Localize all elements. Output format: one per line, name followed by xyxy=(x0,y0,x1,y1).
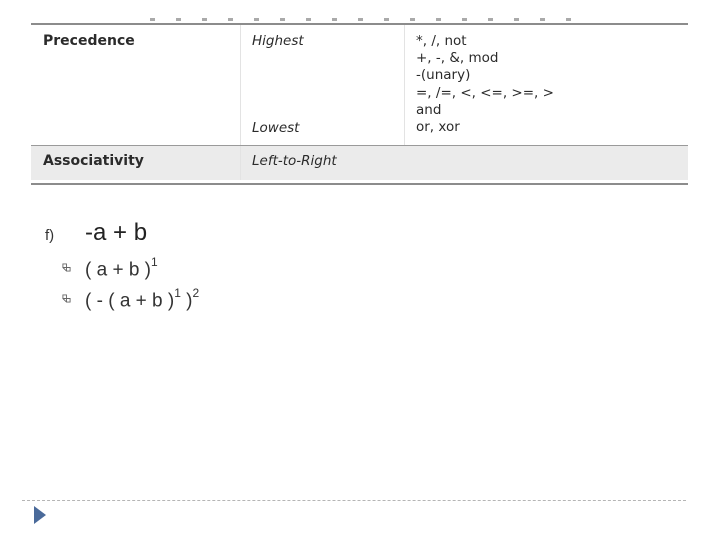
operator-group: *, /, not xyxy=(416,33,467,49)
step-superscript: 1 xyxy=(174,286,181,300)
operator-group: or, xor xyxy=(416,119,460,136)
precedence-table xyxy=(31,23,688,185)
step-superscript: 2 xyxy=(192,286,200,300)
associativity-value: Left-to-Right xyxy=(252,153,337,169)
bullet-icon xyxy=(62,294,71,303)
operator-group: +, -, &, mod xyxy=(416,50,499,67)
step-superscript: 1 xyxy=(151,255,158,269)
lowest-label: Lowest xyxy=(252,120,300,136)
item-label: f) xyxy=(45,227,55,244)
associativity-label: Associativity xyxy=(43,153,144,169)
footer-divider xyxy=(22,500,686,501)
column-divider xyxy=(240,146,241,180)
step-text: ( a + b ) xyxy=(85,259,151,281)
bullet-icon xyxy=(62,263,71,272)
step-text: ) xyxy=(180,290,193,312)
precedence-label: Precedence xyxy=(43,33,135,49)
clipped-header-fragment xyxy=(150,18,590,21)
operator-list xyxy=(416,33,554,136)
associativity-row xyxy=(31,145,688,180)
precedence-row xyxy=(31,25,688,145)
step-line-1 xyxy=(62,257,158,281)
highest-label: Highest xyxy=(252,33,304,49)
operator-group: and xyxy=(416,101,442,118)
next-slide-arrow-icon[interactable] xyxy=(33,505,47,525)
step-text: ( - ( a + b ) xyxy=(85,290,175,312)
main-expression: -a + b xyxy=(85,219,148,246)
operator-group: -(unary) xyxy=(416,67,471,84)
operator-group: =, /=, <, <=, >=, > xyxy=(416,84,554,101)
step-line-2 xyxy=(62,288,199,312)
column-divider xyxy=(404,25,405,145)
column-divider xyxy=(240,25,241,145)
